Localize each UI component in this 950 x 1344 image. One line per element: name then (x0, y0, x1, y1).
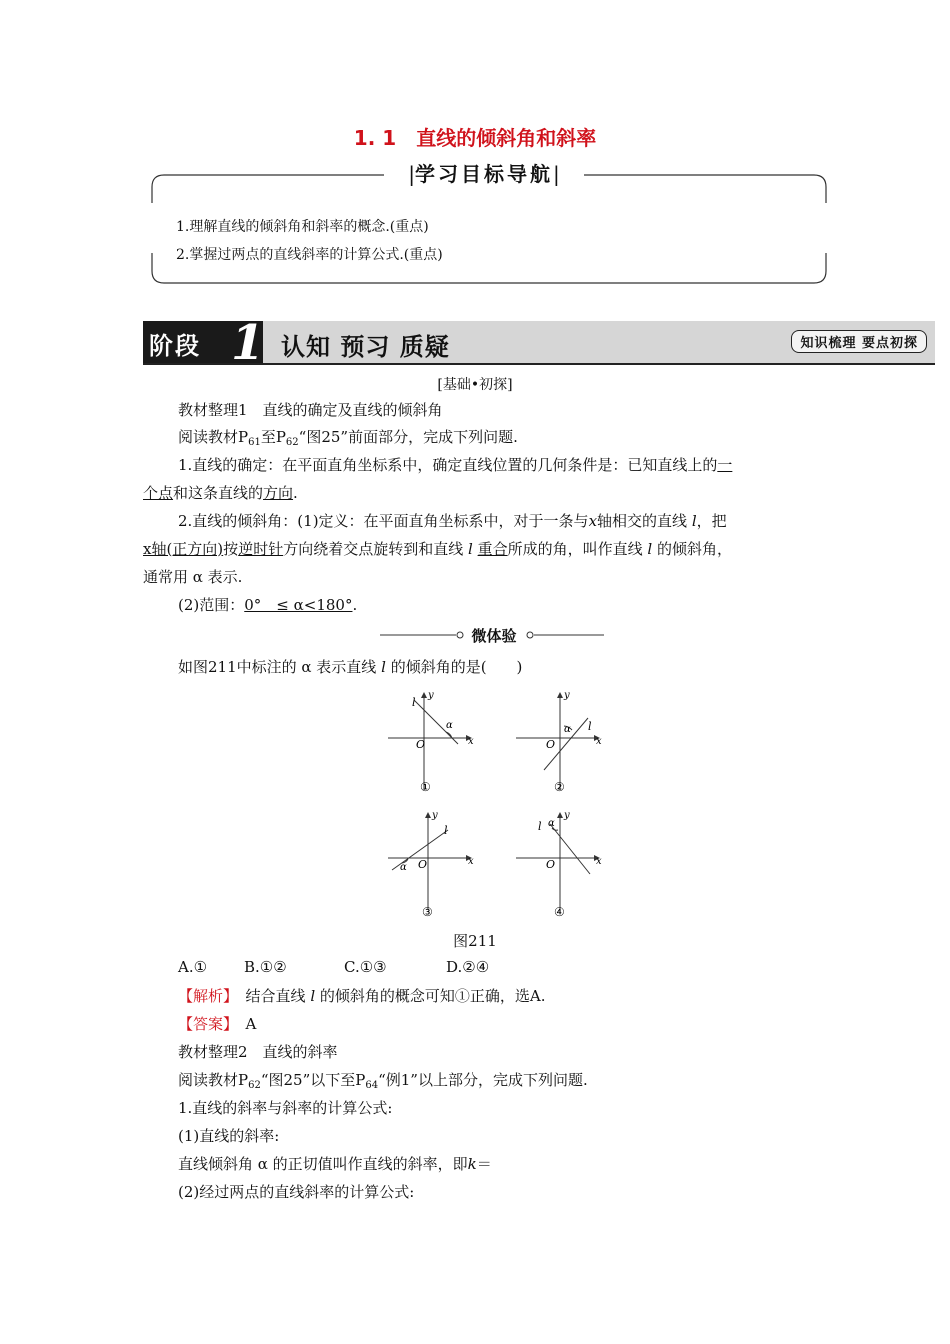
textbook1-p2-line3: 通常用 α 表示. (143, 568, 243, 586)
slope-text: ＝ (476, 1155, 492, 1173)
intro-text: “图25”前面部分，完成下列问题. (298, 428, 518, 446)
analysis-text: 的倾斜角的概念可知①正确，选A. (319, 987, 546, 1005)
fig3-x-label: x (468, 856, 474, 867)
p2-text: ，把 (696, 512, 727, 530)
p2-text: 的倾斜角， (657, 540, 733, 558)
math-l: l (310, 987, 316, 1005)
fig4-angle-label: α (548, 818, 555, 829)
p2-text: 2.直线的倾斜角：(1)定义：在平面直角坐标系中，对于一条与 (178, 512, 589, 530)
stage-tag: 知识梳理 要点初探 (791, 330, 927, 353)
page-subscript: 61 (248, 437, 261, 448)
page-subscript: 64 (365, 1080, 379, 1091)
section-tag: [基础•初探] (437, 377, 513, 393)
textbook2-line4: (2)经过两点的直线斜率的计算公式: (178, 1183, 415, 1201)
textbook2-line3 (178, 1153, 492, 1174)
fig4-x-label: x (596, 856, 602, 867)
fig2-number: ② (554, 780, 565, 794)
fig3-number: ③ (422, 905, 433, 919)
intro-text: 阅读教材P (178, 428, 249, 446)
stage-title: 认知 预习 质疑 (281, 333, 450, 361)
p1-text: 和这条直线的 (173, 484, 264, 502)
option-a: A.① (178, 958, 208, 976)
stage-label-block (143, 315, 265, 371)
fig4-line-label: l (538, 820, 542, 833)
fig4-number: ④ (554, 905, 565, 919)
fig4-y-label: y (564, 810, 570, 821)
p1-blank-answer: 一 (717, 456, 733, 474)
stage-label: 阶段 (149, 332, 201, 360)
question-text: 的倾斜角的是( ) (390, 658, 523, 676)
figure-4 (512, 808, 612, 924)
fig2-line-label: l (588, 720, 592, 733)
p2-text: 按 (223, 540, 239, 558)
math-k: k (467, 1155, 477, 1173)
p1-text: 1.直线的确定：在平面直角坐标系中，确定直线位置的几何条件是：已知直线上的 (178, 456, 718, 474)
fig1-x-label: x (468, 736, 474, 747)
page-title: 1. 1 直线的倾斜角和斜率 (353, 126, 597, 150)
textbook2-heading: 教材整理2 直线的斜率 (178, 1043, 338, 1061)
answer-text: A (245, 1015, 257, 1033)
micro-label: 微体验 (471, 627, 517, 645)
p2-text: 方向绕着交点旋转到和直线 (283, 540, 464, 558)
goal-item-1: 1.理解直线的倾斜角和斜率的概念.(重点) (176, 219, 429, 235)
fig3-line-label: l (444, 824, 448, 837)
slope-text: 直线倾斜角 α 的正切值叫作直线的斜率，即 (178, 1155, 468, 1173)
analysis-line (178, 985, 546, 1006)
fig1-angle-label: α (446, 720, 453, 731)
textbook1-p2-line2 (143, 538, 732, 559)
p2-blank-answer: 逆时针 (238, 540, 284, 558)
p2-text: 所成的角，叫作直线 (507, 540, 643, 558)
fig1-y-label: y (428, 690, 434, 701)
fig1-number: ① (420, 780, 431, 794)
fig3-origin: O (418, 858, 428, 871)
textbook2-intro (178, 1069, 588, 1091)
stage-number: 1 (231, 315, 265, 371)
math-l: l (468, 540, 473, 558)
micro-question (178, 656, 522, 677)
figure-2 (512, 688, 612, 802)
figure-1 (384, 688, 484, 802)
p2-blank-answer: 重合 (477, 540, 508, 558)
p1-blank-answer: 方向 (263, 484, 294, 502)
p2-blank-answer: x轴(正方向) (143, 540, 224, 558)
answer-tag: 【答案】 (178, 1015, 231, 1033)
intro-text: 阅读教材P (178, 1071, 249, 1089)
fig2-y-label: y (564, 690, 570, 701)
page-subscript: 62 (248, 1080, 261, 1091)
fig2-origin: O (546, 738, 556, 751)
figure-3 (384, 808, 484, 924)
goals-header-text: 学习目标导航 (415, 162, 553, 186)
intro-text: “例1”以上部分，完成下列问题. (378, 1071, 588, 1089)
fig1-origin: O (416, 738, 426, 751)
option-d: D.②④ (446, 958, 490, 976)
goal-item-2: 2.掌握过两点的直线斜率的计算公式.(重点) (176, 247, 443, 263)
textbook2-line2: (1)直线的斜率: (178, 1127, 280, 1145)
fig4-origin: O (546, 858, 556, 871)
math-x: x (588, 512, 598, 530)
question-text: 如图211中标注的 α 表示直线 (178, 658, 377, 676)
option-b: B.①② (244, 958, 287, 976)
analysis-tag: 【解析】 (178, 987, 231, 1005)
fig2-angle-label: α (564, 724, 571, 735)
intro-text: 至P (260, 428, 286, 446)
page-subscript: 62 (285, 437, 299, 448)
intro-text: “图25”以下至P (260, 1071, 366, 1089)
textbook2-line1: 1.直线的斜率与斜率的计算公式: (178, 1099, 393, 1117)
analysis-text: 结合直线 (245, 987, 306, 1005)
option-c: C.①③ (344, 958, 387, 976)
p3-blank-answer: 0° ≤ α<180° (244, 596, 353, 614)
textbook1-intro (178, 426, 518, 448)
textbook1-p1-line1 (178, 454, 732, 475)
textbook1-p3 (178, 594, 357, 615)
p2-text: 轴相交的直线 (597, 512, 688, 530)
p3-text: . (352, 596, 358, 614)
math-l: l (691, 512, 697, 530)
p1-blank-answer: 个点 (143, 484, 174, 502)
textbook1-p2-line1 (178, 510, 727, 531)
textbook1-heading: 教材整理1 直线的确定及直线的倾斜角 (178, 401, 443, 419)
p1-text: . (293, 484, 298, 502)
p3-text: (2)范围： (178, 596, 245, 614)
answer-line (178, 1013, 256, 1034)
goals-header: |学习目标导航| (384, 158, 584, 187)
fig3-angle-label: α (400, 862, 407, 873)
fig1-line-label: l (412, 696, 416, 709)
fig2-x-label: x (596, 736, 602, 747)
textbook1-p1-line2 (143, 482, 298, 503)
fig3-y-label: y (432, 810, 438, 821)
stage-banner (143, 315, 935, 371)
math-l: l (647, 540, 653, 558)
math-l: l (381, 658, 386, 676)
figure-caption: 图211 (453, 932, 497, 950)
